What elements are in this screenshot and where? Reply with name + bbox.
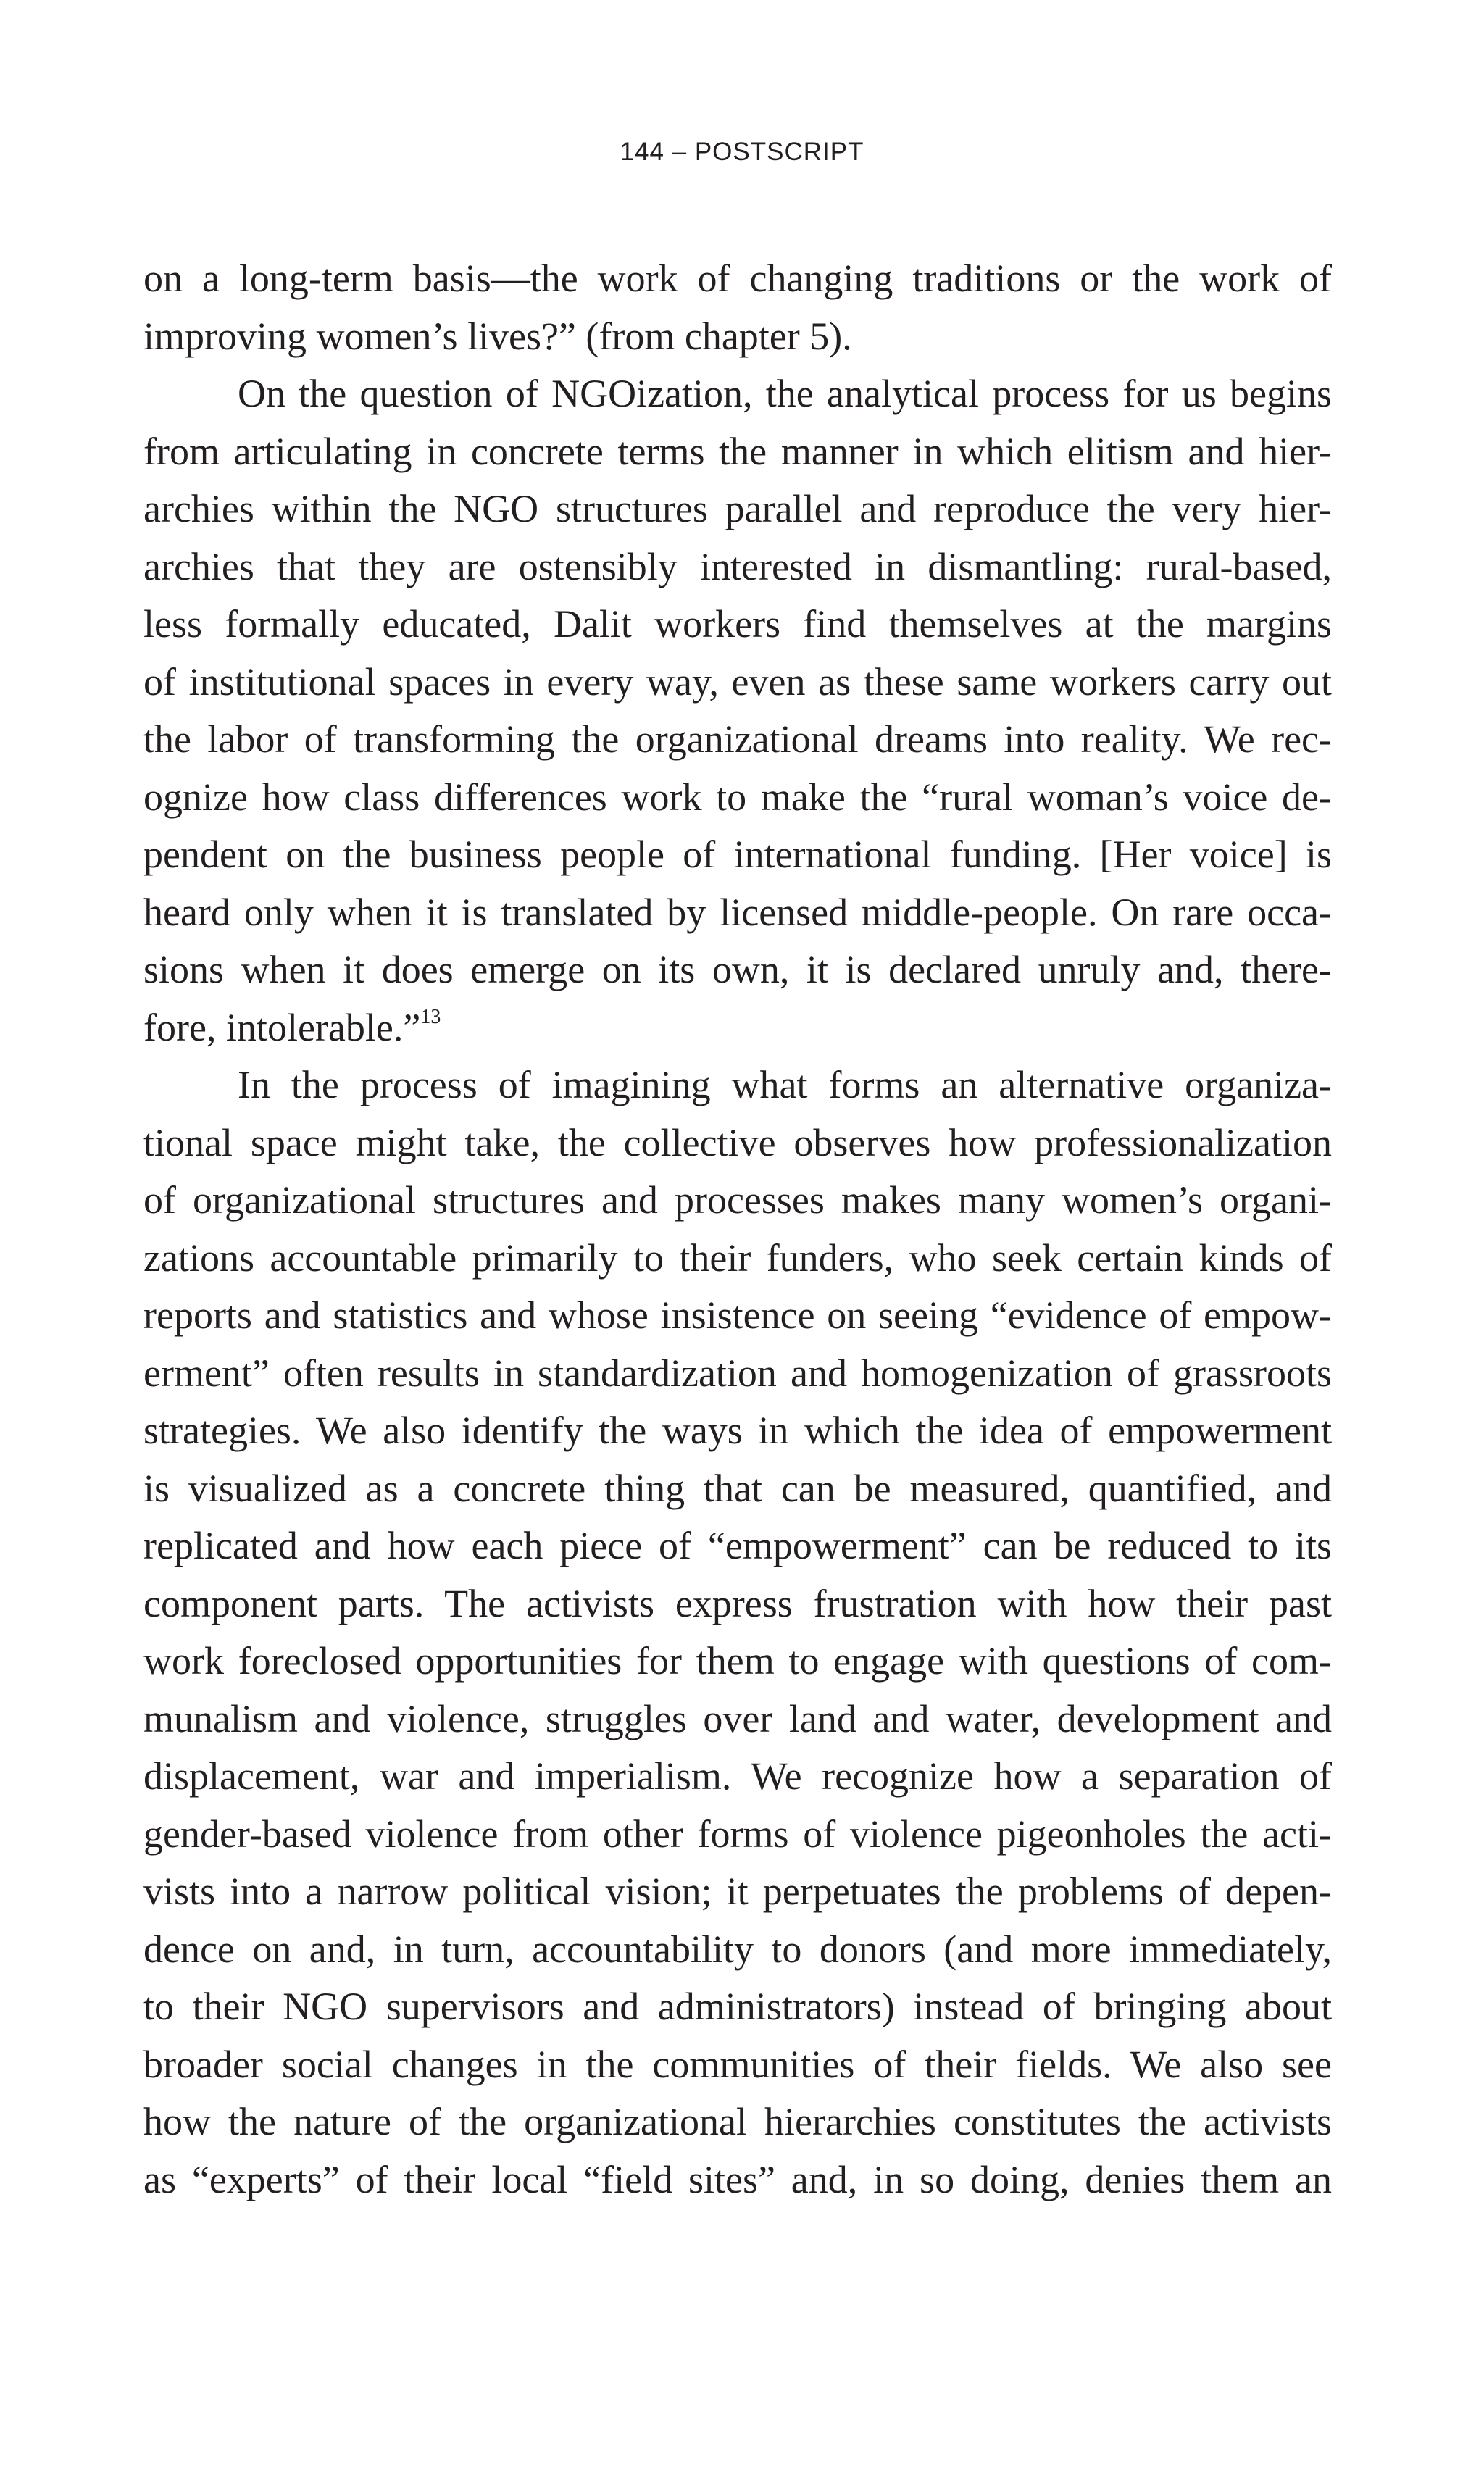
text-line: how the nature of the organizational hierarchies constitutes the activists	[143, 2100, 1332, 2143]
text-line: replicated and how each piece of “empowerment” can be reduced to its	[143, 1524, 1332, 1567]
text-line-with-footnote	[143, 999, 1332, 1057]
text-line: reports and statistics and whose insistence on seeing “evidence of empow-	[143, 1293, 1332, 1337]
text-line: fore, intolerable.”	[143, 1005, 421, 1049]
text-line: displacement, war and imperialism. We recognize how a separation of	[143, 1754, 1332, 1798]
text-line: gender-based violence from other forms of violence pigeonholes the acti-	[143, 1811, 1332, 1856]
text-line: heard only when it is translated by licensed middle-people. On rare occa-	[143, 890, 1332, 934]
paragraph-1	[143, 250, 1332, 365]
text-line: dence on and, in turn, accountability to donors (and more immediately,	[143, 1927, 1332, 1971]
text-line: component parts. The activists express frustration with how their past	[143, 1581, 1332, 1625]
text-line: work foreclosed opportunities for them to engage with questions of com-	[143, 1639, 1332, 1683]
text-line: erment” often results in standardization and homogenization of grassroots	[143, 1351, 1332, 1395]
text-line: vists into a narrow political vision; it perpetuates the problems of depen-	[143, 1869, 1332, 1913]
text-line: On the question of NGOization, the analytical process for us begins	[238, 372, 1332, 415]
text-line: is visualized as a concrete thing that can be measured, quantified, and	[143, 1466, 1332, 1510]
text-line: of institutional spaces in every way, even as these same workers carry out	[143, 659, 1332, 704]
text-line: broader social changes in the communities of their fields. We also see	[143, 2042, 1332, 2086]
text-line: as “experts” of their local “field sites” and, in so doing, denies them an	[143, 2157, 1332, 2201]
text-line: zations accountable primarily to their funders, who seek certain kinds of	[143, 1235, 1332, 1280]
running-head: 144 – POSTSCRIPT	[620, 138, 864, 166]
text-line: strategies. We also identify the ways in which the idea of empowerment	[143, 1409, 1332, 1452]
text-line: sions when it does emerge on its own, it is declared unruly and, there-	[143, 948, 1332, 991]
text-line: from articulating in concrete terms the manner in which elitism and hier-	[143, 429, 1332, 473]
text-line: the labor of transforming the organizational dreams into reality. We rec-	[143, 717, 1332, 761]
paragraph-2	[143, 365, 1332, 1056]
body-text	[143, 250, 1332, 2209]
text-line: pendent on the business people of international funding. [Her voice] is	[143, 833, 1332, 876]
text-line: to their NGO supervisors and administrators) instead of bringing about	[143, 1985, 1332, 2028]
text-line: archies within the NGO structures parallel and reproduce the very hier-	[143, 487, 1332, 530]
text-line: tional space might take, the collective observes how professionalization	[143, 1120, 1332, 1164]
text-line: In the process of imagining what forms an alternative organiza-	[238, 1063, 1332, 1106]
text-line: on a long-term basis—the work of changing traditions or the work of	[143, 257, 1332, 300]
text-line: archies that they are ostensibly interested in dismantling: rural-based,	[143, 544, 1332, 588]
text-line: less formally educated, Dalit workers find themselves at the margins	[143, 602, 1332, 646]
text-line: ognize how class differences work to make the “rural woman’s voice de-	[143, 775, 1332, 819]
paragraph-3	[143, 1056, 1332, 2209]
text-line: of organizational structures and processes makes many women’s organi-	[143, 1178, 1332, 1222]
text-line: munalism and violence, struggles over land and water, development and	[143, 1696, 1332, 1740]
text-line: improving women’s lives?” (from chapter 5).	[143, 314, 852, 358]
footnote-ref: 13	[420, 1005, 441, 1028]
